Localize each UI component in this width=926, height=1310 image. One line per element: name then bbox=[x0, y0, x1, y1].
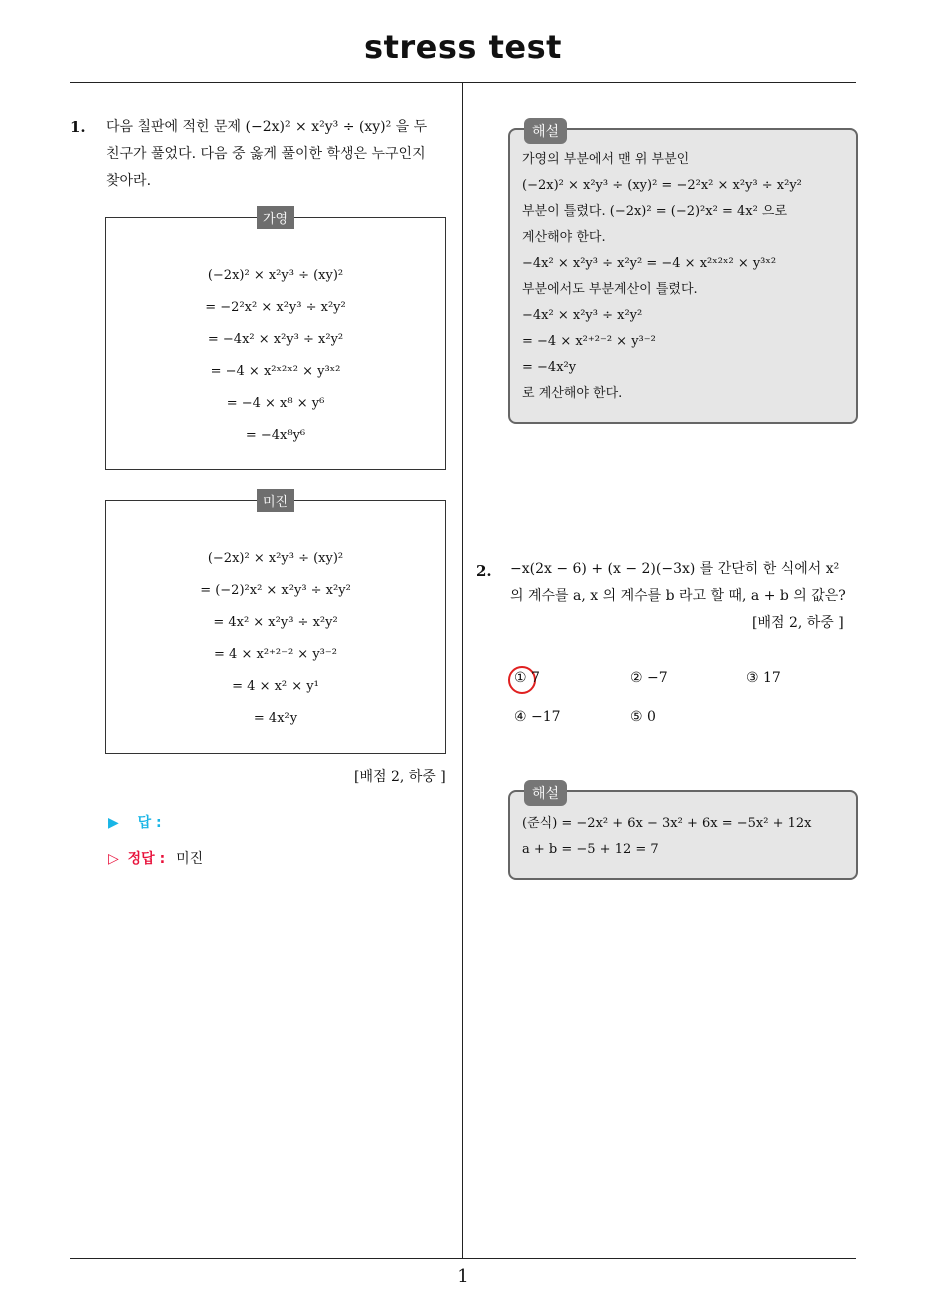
question-1-score: [배점 2, 하중 ] bbox=[354, 769, 446, 785]
correct-value: 미진 bbox=[176, 851, 204, 867]
student-b-line: = (−2)²x² × x²y³ ÷ x²y² bbox=[200, 583, 351, 598]
student-b-line: = 4 × x² × y¹ bbox=[232, 679, 319, 694]
solution-2-label: 해설 bbox=[524, 780, 567, 806]
student-b-line: = 4 × x²⁺²⁻² × y³⁻² bbox=[214, 647, 337, 662]
solution-1-line: 계산해야 한다. bbox=[522, 230, 606, 245]
question-2-solution bbox=[508, 786, 858, 880]
student-b-line: = 4x² × x²y³ ÷ x²y² bbox=[213, 615, 338, 630]
question-1-line-2: 친구가 풀었다. 다음 중 옳게 풀이한 학생은 누구인지 bbox=[106, 146, 426, 162]
question-2-line-2: 의 계수를 a, x 의 계수를 b 라고 할 때, a + b 의 값은? bbox=[510, 588, 846, 604]
student-a-line: = −4 × x²ˣ²ˣ² × y³ˣ² bbox=[210, 364, 341, 379]
solution-1-line: 로 계산해야 한다. bbox=[522, 386, 623, 401]
correct-marker-icon: ▷ bbox=[108, 851, 119, 867]
correct-label: 정답 : bbox=[127, 851, 166, 867]
solution-1-line: (−2x)² × x²y³ ÷ (xy)² = −2²x² × x²y³ ÷ x²y² bbox=[522, 178, 802, 193]
student-b-line: = 4x²y bbox=[253, 711, 298, 726]
choice-5[interactable]: ⑤ 0 bbox=[630, 709, 656, 725]
student-a-label: 가영 bbox=[257, 206, 294, 229]
question-2-text bbox=[510, 556, 860, 610]
question-1-line-3: 찾아라. bbox=[106, 173, 152, 189]
student-a-box bbox=[105, 212, 446, 470]
question-1-number: 1. bbox=[70, 118, 86, 136]
question-1-solution bbox=[508, 124, 858, 424]
solution-2-line: (준식) = −2x² + 6x − 3x² + 6x = −5x² + 12x bbox=[522, 816, 812, 831]
choice-3[interactable]: ③ 17 bbox=[746, 670, 781, 686]
answer-row bbox=[108, 812, 162, 832]
answer-marker-icon: ▶ bbox=[108, 815, 119, 831]
solution-1-line: 부분에서도 부분계산이 틀렸다. bbox=[522, 282, 698, 297]
student-b-box bbox=[105, 495, 446, 754]
solution-1-line: 가영의 부분에서 맨 위 부분인 bbox=[522, 152, 690, 167]
question-2-line-1: −x(2x − 6) + (x − 2)(−3x) 를 간단히 한 식에서 x² bbox=[510, 561, 840, 577]
question-1-text bbox=[106, 114, 456, 195]
solution-1-line: = −4 × x²⁺²⁻² × y³⁻² bbox=[522, 334, 656, 349]
solution-1-line: −4x² × x²y³ ÷ x²y² bbox=[522, 308, 643, 323]
question-1-line-1: 다음 칠판에 적힌 문제 (−2x)² × x²y³ ÷ (xy)² 을 두 bbox=[106, 119, 428, 135]
page-number: 1 bbox=[457, 1266, 469, 1287]
correct-answer-row bbox=[108, 848, 203, 868]
solution-1-line: 부분이 틀렸다. (−2x)² = (−2)²x² = 4x² 으로 bbox=[522, 204, 788, 219]
question-2-score: [배점 2, 하중 ] bbox=[752, 615, 844, 631]
solution-1-label: 해설 bbox=[524, 118, 567, 144]
student-b-line: (−2x)² × x²y³ ÷ (xy)² bbox=[207, 551, 344, 566]
column-divider bbox=[462, 83, 463, 1259]
student-a-line: = −4 × x⁸ × y⁶ bbox=[226, 396, 325, 411]
answer-label: 답 : bbox=[137, 815, 162, 831]
student-a-line: (−2x)² × x²y³ ÷ (xy)² bbox=[207, 268, 344, 283]
solution-1-line: = −4x²y bbox=[522, 360, 577, 375]
header-rule bbox=[70, 82, 856, 83]
solution-1-line: −4x² × x²y³ ÷ x²y² = −4 × x²ˣ²ˣ² × y³ˣ² bbox=[522, 256, 777, 271]
question-2-number: 2. bbox=[476, 562, 492, 580]
solution-2-line: a + b = −5 + 12 = 7 bbox=[522, 842, 659, 857]
student-a-line: = −4x⁸y⁶ bbox=[245, 428, 306, 443]
student-a-line: = −4x² × x²y³ ÷ x²y² bbox=[207, 332, 344, 347]
page-title: stress test bbox=[364, 28, 562, 66]
choice-2[interactable]: ② −7 bbox=[630, 670, 668, 686]
footer-rule bbox=[70, 1258, 856, 1259]
choice-1[interactable]: ① 7 bbox=[514, 670, 540, 686]
choice-4[interactable]: ④ −17 bbox=[514, 709, 561, 725]
student-b-label: 미진 bbox=[257, 489, 294, 512]
student-a-line: = −2²x² × x²y³ ÷ x²y² bbox=[205, 300, 346, 315]
